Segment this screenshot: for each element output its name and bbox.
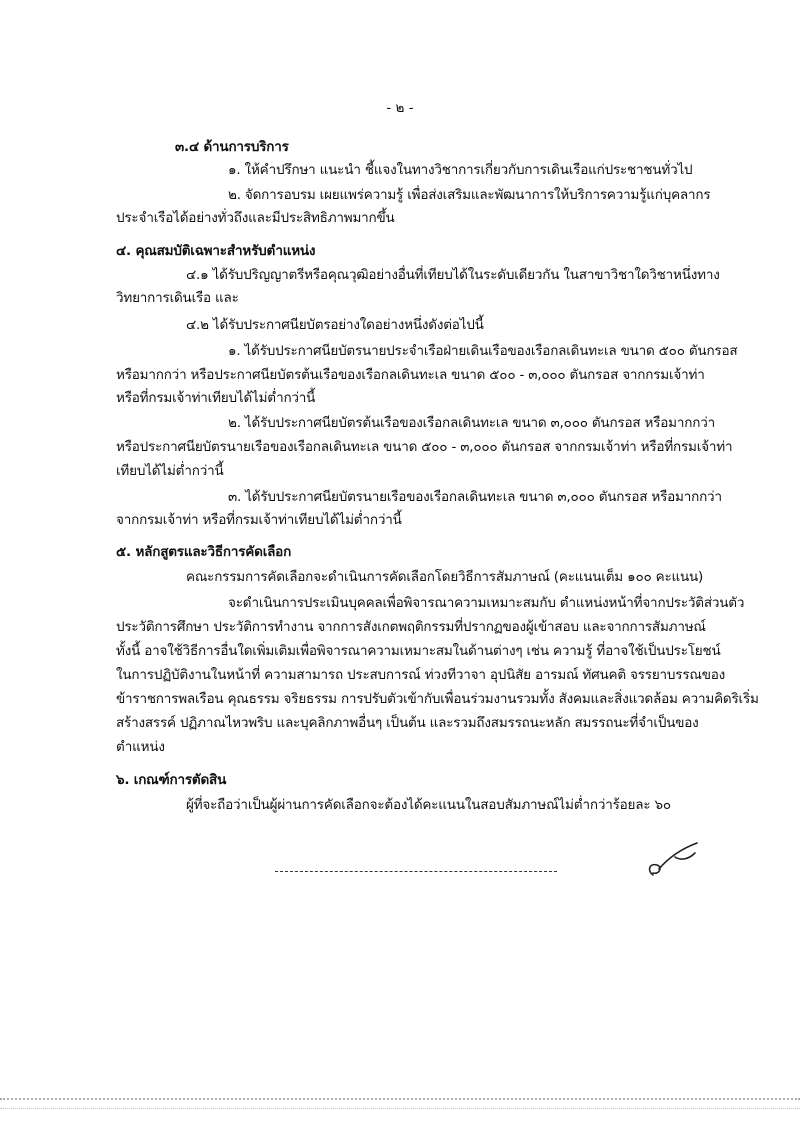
end-divider-line [275, 871, 557, 872]
certificate-3: ๓. ได้รับประกาศนียบัตรนายเรือของเรือกลเดินทะเล ขนาด ๓,๐๐๐ ตันกรอส หรือมากกว่า [228, 489, 722, 505]
certificate-3-cont: จากกรมเจ้าท่า หรือที่กรมเจ้าท่าเทียบได้ไม่ต่ำกว่านี้ [116, 512, 402, 528]
section-3-4-item-2: ๒. จัดการอบรม เผยแพร่ความรู้ เพื่อส่งเสริมและพัฒนาการให้บริการความรู้แก่บุคลากร [228, 187, 711, 203]
section-5-paragraph-line-6: สร้างสรรค์ ปฏิภาณไหวพริบ และบุคลิกภาพอื่นๆ เป็นต้น และรวมถึงสมรรถนะหลัก สมรรถนะที่จำเป็นของ [116, 715, 699, 731]
section-4-heading: ๔. คุณสมบัติเฉพาะสำหรับตำแหน่ง [116, 243, 316, 259]
section-5-heading: ๕. หลักสูตรและวิธีการคัดเลือก [116, 544, 292, 560]
section-3-4-item-1: ๑. ให้คำปรึกษา แนะนำ ชี้แจงในทางวิชาการเกี่ยวกับการเดินเรือแก่ประชาชนทั่วไป [228, 162, 693, 178]
qualification-4-2: ๔.๒ ได้รับประกาศนียบัตรอย่างใดอย่างหนึ่งดังต่อไปนี้ [186, 317, 484, 333]
section-5-intro: คณะกรรมการคัดเลือกจะดำเนินการคัดเลือกโดยวิธีการสัมภาษณ์ (คะแนนเต็ม ๑๐๐ คะแนน) [186, 569, 704, 585]
section-5-paragraph-line-1: จะดำเนินการประเมินบุคคลเพื่อพิจารณาความเหมาะสมกับ ตำแหน่งหน้าที่จากประวัติส่วนตัว [228, 595, 745, 611]
certificate-1-cont-2: หรือที่กรมเจ้าท่าเทียบได้ไม่ต่ำกว่านี้ [116, 390, 316, 406]
signature-scribble [645, 835, 705, 885]
section-6-criterion: ผู้ที่จะถือว่าเป็นผู้ผ่านการคัดเลือกจะต้องได้คะแนนในสอบสัมภาษณ์ไม่ต่ำกว่าร้อยละ ๖๐ [186, 797, 671, 813]
certificate-1-cont: หรือมากกว่า หรือประกาศนียบัตรต้นเรือของเรือกลเดินทะเล ขนาด ๕๐๐ - ๓,๐๐๐ ตันกรอส จากกรมเจ้าท่า [116, 367, 705, 383]
section-5-paragraph-line-2: ประวัติการศึกษา ประวัติการทำงาน จากการสังเกตพฤติกรรมที่ปรากฏของผู้เข้าสอบ และจากการสัมภาษณ์ [116, 619, 706, 635]
section-3-4-item-2-cont: ประจำเรือได้อย่างทั่วถึงและมีประสิทธิภาพมากขึ้น [116, 210, 395, 226]
section-5-paragraph-line-4: ในการปฏิบัติงานในหน้าที่ ความสามารถ ประสบการณ์ ท่วงทีวาจา อุปนิสัย อารมณ์ ทัศนคติ จรรยาบรรณของ [116, 667, 726, 683]
page-number: - ๒ - [386, 100, 414, 116]
qualification-4-1-cont: วิทยาการเดินเรือ และ [116, 290, 239, 306]
section-6-heading: ๖. เกณฑ์การตัดสิน [116, 772, 227, 788]
section-5-paragraph-line-7: ตำแหน่ง [116, 739, 165, 755]
certificate-2-cont-2: เทียบได้ไม่ต่ำกว่านี้ [116, 463, 224, 479]
qualification-4-1: ๔.๑ ได้รับปริญญาตรีหรือคุณวุฒิอย่างอื่นที่เทียบได้ในระดับเดียวกัน ในสาขาวิชาใดวิชาหนึ่งทาง [186, 267, 720, 283]
scan-artifact-edge [0, 1098, 800, 1109]
section-5-paragraph-line-3: ทั้งนี้ อาจใช้วิธีการอื่นใดเพิ่มเติมเพื่อพิจารณาความเหมาะสมในด้านต่างๆ เช่น ความรู้ ที่อาจใช้เป็นประโยชน์ [116, 643, 721, 659]
certificate-1: ๑. ได้รับประกาศนียบัตรนายประจำเรือฝ่ายเดินเรือของเรือกลเดินทะเล ขนาด ๕๐๐ ตันกรอส [228, 343, 738, 359]
certificate-2: ๒. ได้รับประกาศนียบัตรต้นเรือของเรือกลเดินทะเล ขนาด ๓,๐๐๐ ตันกรอส หรือมากกว่า [228, 415, 715, 431]
section-3-4-heading: ๓.๔ ด้านการบริการ [175, 139, 289, 155]
section-5-paragraph-line-5: ข้าราชการพลเรือน คุณธรรม จริยธรรม การปรับตัวเข้ากับเพื่อนร่วมงานรวมทั้ง สังคมและสิ่งแวดล้อม ความคิดริเริ่ม [116, 691, 759, 707]
certificate-2-cont: หรือประกาศนียบัตรนายเรือของเรือกลเดินทะเล ขนาด ๕๐๐ - ๓,๐๐๐ ตันกรอส จากกรมเจ้าท่า หรือที่กรมเจ้าท่า [116, 439, 733, 455]
